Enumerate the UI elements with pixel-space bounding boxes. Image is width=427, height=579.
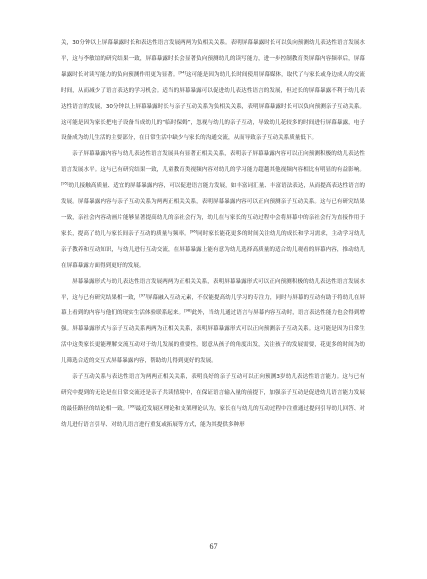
text-run: 最近发展区理论和支架理论认为，家长在与幼儿的互动过程中注重通过提问引导幼儿回答、对幼儿进行语言引导、对幼儿语言进行重复或拓展等方式，能为其提供多种形 bbox=[61, 405, 365, 428]
text-run: 亲子屏幕暴露内容与幼儿表达性语言发展具有显著正相关关系，表明亲子屏幕暴露内容可以正向预测积极的幼儿表达性语言发展水平。这与已有研究结果一致，儿童教育类视频内容对幼儿的学习能力超越其他视频内容相比有明显的有益影响。 bbox=[61, 151, 365, 174]
text-run: 这可能是因为幼儿长时间使用屏幕媒体，取代了与家长或身边成人的交流时间，从而减少了语言表达的学习机会。适当的屏幕暴露可以促进幼儿表达性语言的发展，但过长的屏幕暴露不利于幼儿表达性语言的发展，30分钟以上屏幕暴露时长与亲子互动关系为负相关关系，表明屏幕暴露时长可以负向预测亲子互动关系。这可能是因为家长把电子设备当成幼儿的“临时保姆”，忽视与幼儿的亲子互动，导致幼儿花较多的时间进行屏幕暴露，电子设备成为幼儿生活的主要部分，在日常生活中缺少与家长的沟通交流，从而导致亲子互动关系质量低下。 bbox=[61, 71, 366, 142]
text-run: 屏幕暴露形式与幼儿表达性语言发展两两为正相关关系，表明屏幕暴露形式可以正向预测积极的幼儿表达性语言发展水平，这与已有研究结果相一致， bbox=[61, 278, 365, 301]
text-run: 同时家长能花更多的时间关注幼儿的成长和学习需求，主动学习幼儿亲子教养和互动知识，与幼儿进行互动交流，在屏幕暴露上能有意为幼儿选择高质量的适合幼儿观看的屏幕内容，推动幼儿在屏幕暴露方面得到更好的发展。 bbox=[61, 230, 365, 269]
paragraph bbox=[61, 370, 365, 434]
citation-ref: [95] bbox=[61, 181, 69, 186]
paragraph bbox=[61, 36, 365, 147]
text-run: 幼儿接触高质量、适宜的屏幕暴露内容，可以促进语言能力发展，如丰富词汇量、丰富语法表达，从而提高表达性语言的发展。屏幕暴露内容与亲子互动关系为两两正相关关系，表明屏幕暴露内容可以正向预测亲子互动关系。这与已有研究结果一致，亲社会内容动画片能够显著提高幼儿的亲社会行为，幼儿在与家长的互动过程中会将屏幕中的亲社会行为直接作用于家长，提高了幼儿与家长间亲子互动的质量与频率。 bbox=[61, 183, 365, 237]
paragraph bbox=[61, 275, 365, 370]
citation-ref: [98] bbox=[184, 309, 192, 314]
page-number: 67 bbox=[209, 542, 218, 551]
text-run: 屏幕融入互动元素，不仅能提高幼儿学习的专注力，同时与屏幕的互动有助于将幼儿在屏幕上看到的内容与他们的现实生活体验联系起来。 bbox=[61, 294, 365, 317]
citation-ref: [94] bbox=[178, 70, 186, 75]
text-run: 此外，当幼儿通过语言与屏幕内容互动时，语言表达性能力也会得到增强。屏幕暴露形式与亲子互动关系两两为正相关关系，表明屏幕暴露形式可以正向预测亲子互动关系。这可能是因为日常生活中这类家长更能理解交流互动对于幼儿发展的重要性，愿意从孩子的角度出发，关注孩子的发展需要，花更多的时间为幼儿筛选合适的交互式屏幕暴露内容，帮助幼儿得到更好的发展。 bbox=[61, 310, 365, 365]
paragraph bbox=[61, 147, 365, 274]
text-run: 关，30分钟以上屏幕暴露时长和表达性语言发展两两为负相关关系。表明屏幕暴露时长可以负向预测幼儿表达性语言发展水平，这与李敏谊的研究结果一致，屏幕暴露时长会显著负向预测幼儿的读写能力，进一步控制教育类屏幕内容频率后，屏幕暴露时长对读写能力的负向预测作用更为显著。 bbox=[61, 40, 365, 78]
body-text bbox=[61, 36, 365, 434]
text-run: 亲子互动关系与表达性语言为两两正相关关系，表明良好的亲子互动可以正向预测3岁幼儿表达性语言能力。这与已有研究中提到的无论是在日常交流还是亲子共读情境中，在保证语言输入量的前提下，加强亲子互动是促进幼儿语言能力发展的最佳路径的结论相一致。 bbox=[61, 374, 365, 412]
citation-ref: [96] bbox=[189, 229, 198, 234]
citation-ref: [99] bbox=[128, 404, 136, 409]
citation-ref: [97] bbox=[139, 293, 147, 298]
